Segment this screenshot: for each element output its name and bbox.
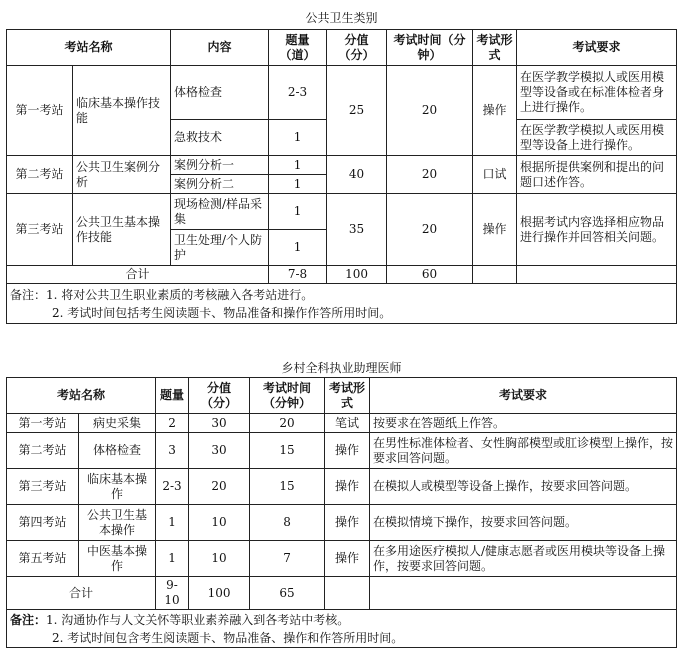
note-2: 2. 考试时间包含考生阅读题卡、物品准备、操作和作答所用时间。 bbox=[52, 631, 404, 645]
station-1-form: 操作 bbox=[473, 66, 517, 156]
station-form: 操作 bbox=[325, 469, 370, 505]
header-form: 考试形式 bbox=[325, 378, 370, 414]
header-content: 内容 bbox=[171, 30, 269, 66]
station-2-score: 40 bbox=[327, 156, 387, 194]
station-time: 8 bbox=[250, 505, 325, 541]
header-count: 题量 bbox=[156, 378, 189, 414]
station-count: 1 bbox=[156, 541, 189, 577]
header-time: 考试时间（分钟） bbox=[250, 378, 325, 414]
station-name: 第二考站 bbox=[7, 433, 79, 469]
station-1-count-2: 1 bbox=[269, 120, 327, 156]
table-row bbox=[7, 414, 677, 433]
header-score: 分值（分） bbox=[189, 378, 250, 414]
station-2-skill: 公共卫生案例分析 bbox=[73, 156, 171, 194]
header-requirement: 考试要求 bbox=[370, 378, 677, 414]
station-2-name: 第二考站 bbox=[7, 156, 73, 194]
station-name: 第三考站 bbox=[7, 469, 79, 505]
note-1: 1. 沟通协作与人文关怀等职业素养融入到各考站中考核。 bbox=[46, 613, 350, 627]
station-skill: 公共卫生基本操作 bbox=[79, 505, 156, 541]
station-score: 30 bbox=[189, 414, 250, 433]
header-time: 考试时间（分钟） bbox=[387, 30, 473, 66]
station-time: 15 bbox=[250, 469, 325, 505]
station-3-time: 20 bbox=[387, 194, 473, 266]
station-count: 2 bbox=[156, 414, 189, 433]
table-row bbox=[7, 433, 677, 469]
rural-assistant-physician-exam-table bbox=[6, 377, 677, 648]
station-form: 操作 bbox=[325, 541, 370, 577]
station-score: 10 bbox=[189, 505, 250, 541]
station-skill: 体格检查 bbox=[79, 433, 156, 469]
station-2-time: 20 bbox=[387, 156, 473, 194]
station-1-name: 第一考站 bbox=[7, 66, 73, 156]
station-count: 3 bbox=[156, 433, 189, 469]
note-1: 备注：1. 将对公共卫生职业素质的考核融入各考站进行。 bbox=[10, 288, 314, 302]
station-name: 第四考站 bbox=[7, 505, 79, 541]
station-skill: 中医基本操作 bbox=[79, 541, 156, 577]
total-score: 100 bbox=[327, 266, 387, 284]
station-requirement: 按要求在答题纸上作答。 bbox=[370, 414, 677, 433]
station-3-form: 操作 bbox=[473, 194, 517, 266]
total-label: 合计 bbox=[7, 266, 269, 284]
total-time: 60 bbox=[387, 266, 473, 284]
header-requirement: 考试要求 bbox=[517, 30, 677, 66]
station-2-content-2: 案例分析二 bbox=[171, 175, 269, 194]
station-3-skill: 公共卫生基本操作技能 bbox=[73, 194, 171, 266]
station-requirement: 在模拟情境下操作，按要求回答问题。 bbox=[370, 505, 677, 541]
station-form: 操作 bbox=[325, 505, 370, 541]
station-name: 第一考站 bbox=[7, 414, 79, 433]
station-3-content-2: 卫生处理/个人防护 bbox=[171, 230, 269, 266]
header-count: 题量（道） bbox=[269, 30, 327, 66]
station-requirement: 在模拟人或模型等设备上操作，按要求回答问题。 bbox=[370, 469, 677, 505]
notes-cell bbox=[7, 284, 677, 324]
station-skill: 病史采集 bbox=[79, 414, 156, 433]
total-count: 9-10 bbox=[156, 577, 189, 610]
total-time: 65 bbox=[250, 577, 325, 610]
station-score: 20 bbox=[189, 469, 250, 505]
header-station: 考站名称 bbox=[7, 30, 171, 66]
station-1-skill: 临床基本操作技能 bbox=[73, 66, 171, 156]
public-health-exam-table bbox=[6, 29, 677, 324]
station-1-time: 20 bbox=[387, 66, 473, 156]
station-count: 1 bbox=[156, 505, 189, 541]
station-time: 20 bbox=[250, 414, 325, 433]
table1-title: 公共卫生类别 bbox=[305, 11, 378, 25]
total-count: 7-8 bbox=[269, 266, 327, 284]
station-3-count-2: 1 bbox=[269, 230, 327, 266]
station-requirement: 在多用途医疗模拟人/健康志愿者或医用模块等设备上操作，按要求回答问题。 bbox=[370, 541, 677, 577]
table-row bbox=[7, 541, 677, 577]
table-row bbox=[7, 505, 677, 541]
station-1-requirement-2: 在医学教学模拟人或医用模型等设备上进行操作。 bbox=[517, 120, 677, 156]
table-row bbox=[7, 469, 677, 505]
station-3-score: 35 bbox=[327, 194, 387, 266]
total-score: 100 bbox=[189, 577, 250, 610]
station-1-content-1: 体格检查 bbox=[171, 66, 269, 120]
station-1-score: 25 bbox=[327, 66, 387, 156]
station-2-count-1: 1 bbox=[269, 156, 327, 175]
notes-label: 备注： bbox=[10, 613, 47, 627]
station-name: 第五考站 bbox=[7, 541, 79, 577]
station-1-requirement-1: 在医学教学模拟人或医用模型等设备或在标准体检者身上进行操作。 bbox=[517, 66, 677, 120]
station-score: 30 bbox=[189, 433, 250, 469]
station-form: 笔试 bbox=[325, 414, 370, 433]
station-1-content-2: 急救技术 bbox=[171, 120, 269, 156]
station-time: 7 bbox=[250, 541, 325, 577]
table2-title: 乡村全科执业助理医师 bbox=[281, 361, 402, 375]
station-requirement: 在男性标准体检者、女性胸部模型或肛诊模型上操作，按要求回答问题。 bbox=[370, 433, 677, 469]
total-label: 合计 bbox=[7, 577, 156, 610]
header-score: 分值（分） bbox=[327, 30, 387, 66]
station-count: 2-3 bbox=[156, 469, 189, 505]
station-3-count-1: 1 bbox=[269, 194, 327, 230]
station-3-requirement: 根据考试内容选择相应物品进行操作并回答相关问题。 bbox=[517, 194, 677, 266]
station-3-name: 第三考站 bbox=[7, 194, 73, 266]
station-time: 15 bbox=[250, 433, 325, 469]
header-form: 考试形式 bbox=[473, 30, 517, 66]
station-2-content-1: 案例分析一 bbox=[171, 156, 269, 175]
station-2-form: 口试 bbox=[473, 156, 517, 194]
header-station: 考站名称 bbox=[7, 378, 156, 414]
station-2-count-2: 1 bbox=[269, 175, 327, 194]
station-1-count-1: 2-3 bbox=[269, 66, 327, 120]
notes-cell bbox=[7, 610, 677, 648]
station-score: 10 bbox=[189, 541, 250, 577]
station-3-content-1: 现场检测/样品采集 bbox=[171, 194, 269, 230]
note-2: 2. 考试时间包括考生阅读题卡、物品准备和操作作答所用时间。 bbox=[52, 306, 392, 320]
station-skill: 临床基本操作 bbox=[79, 469, 156, 505]
station-form: 操作 bbox=[325, 433, 370, 469]
station-2-requirement: 根据所提供案例和提出的问题口述作答。 bbox=[517, 156, 677, 194]
